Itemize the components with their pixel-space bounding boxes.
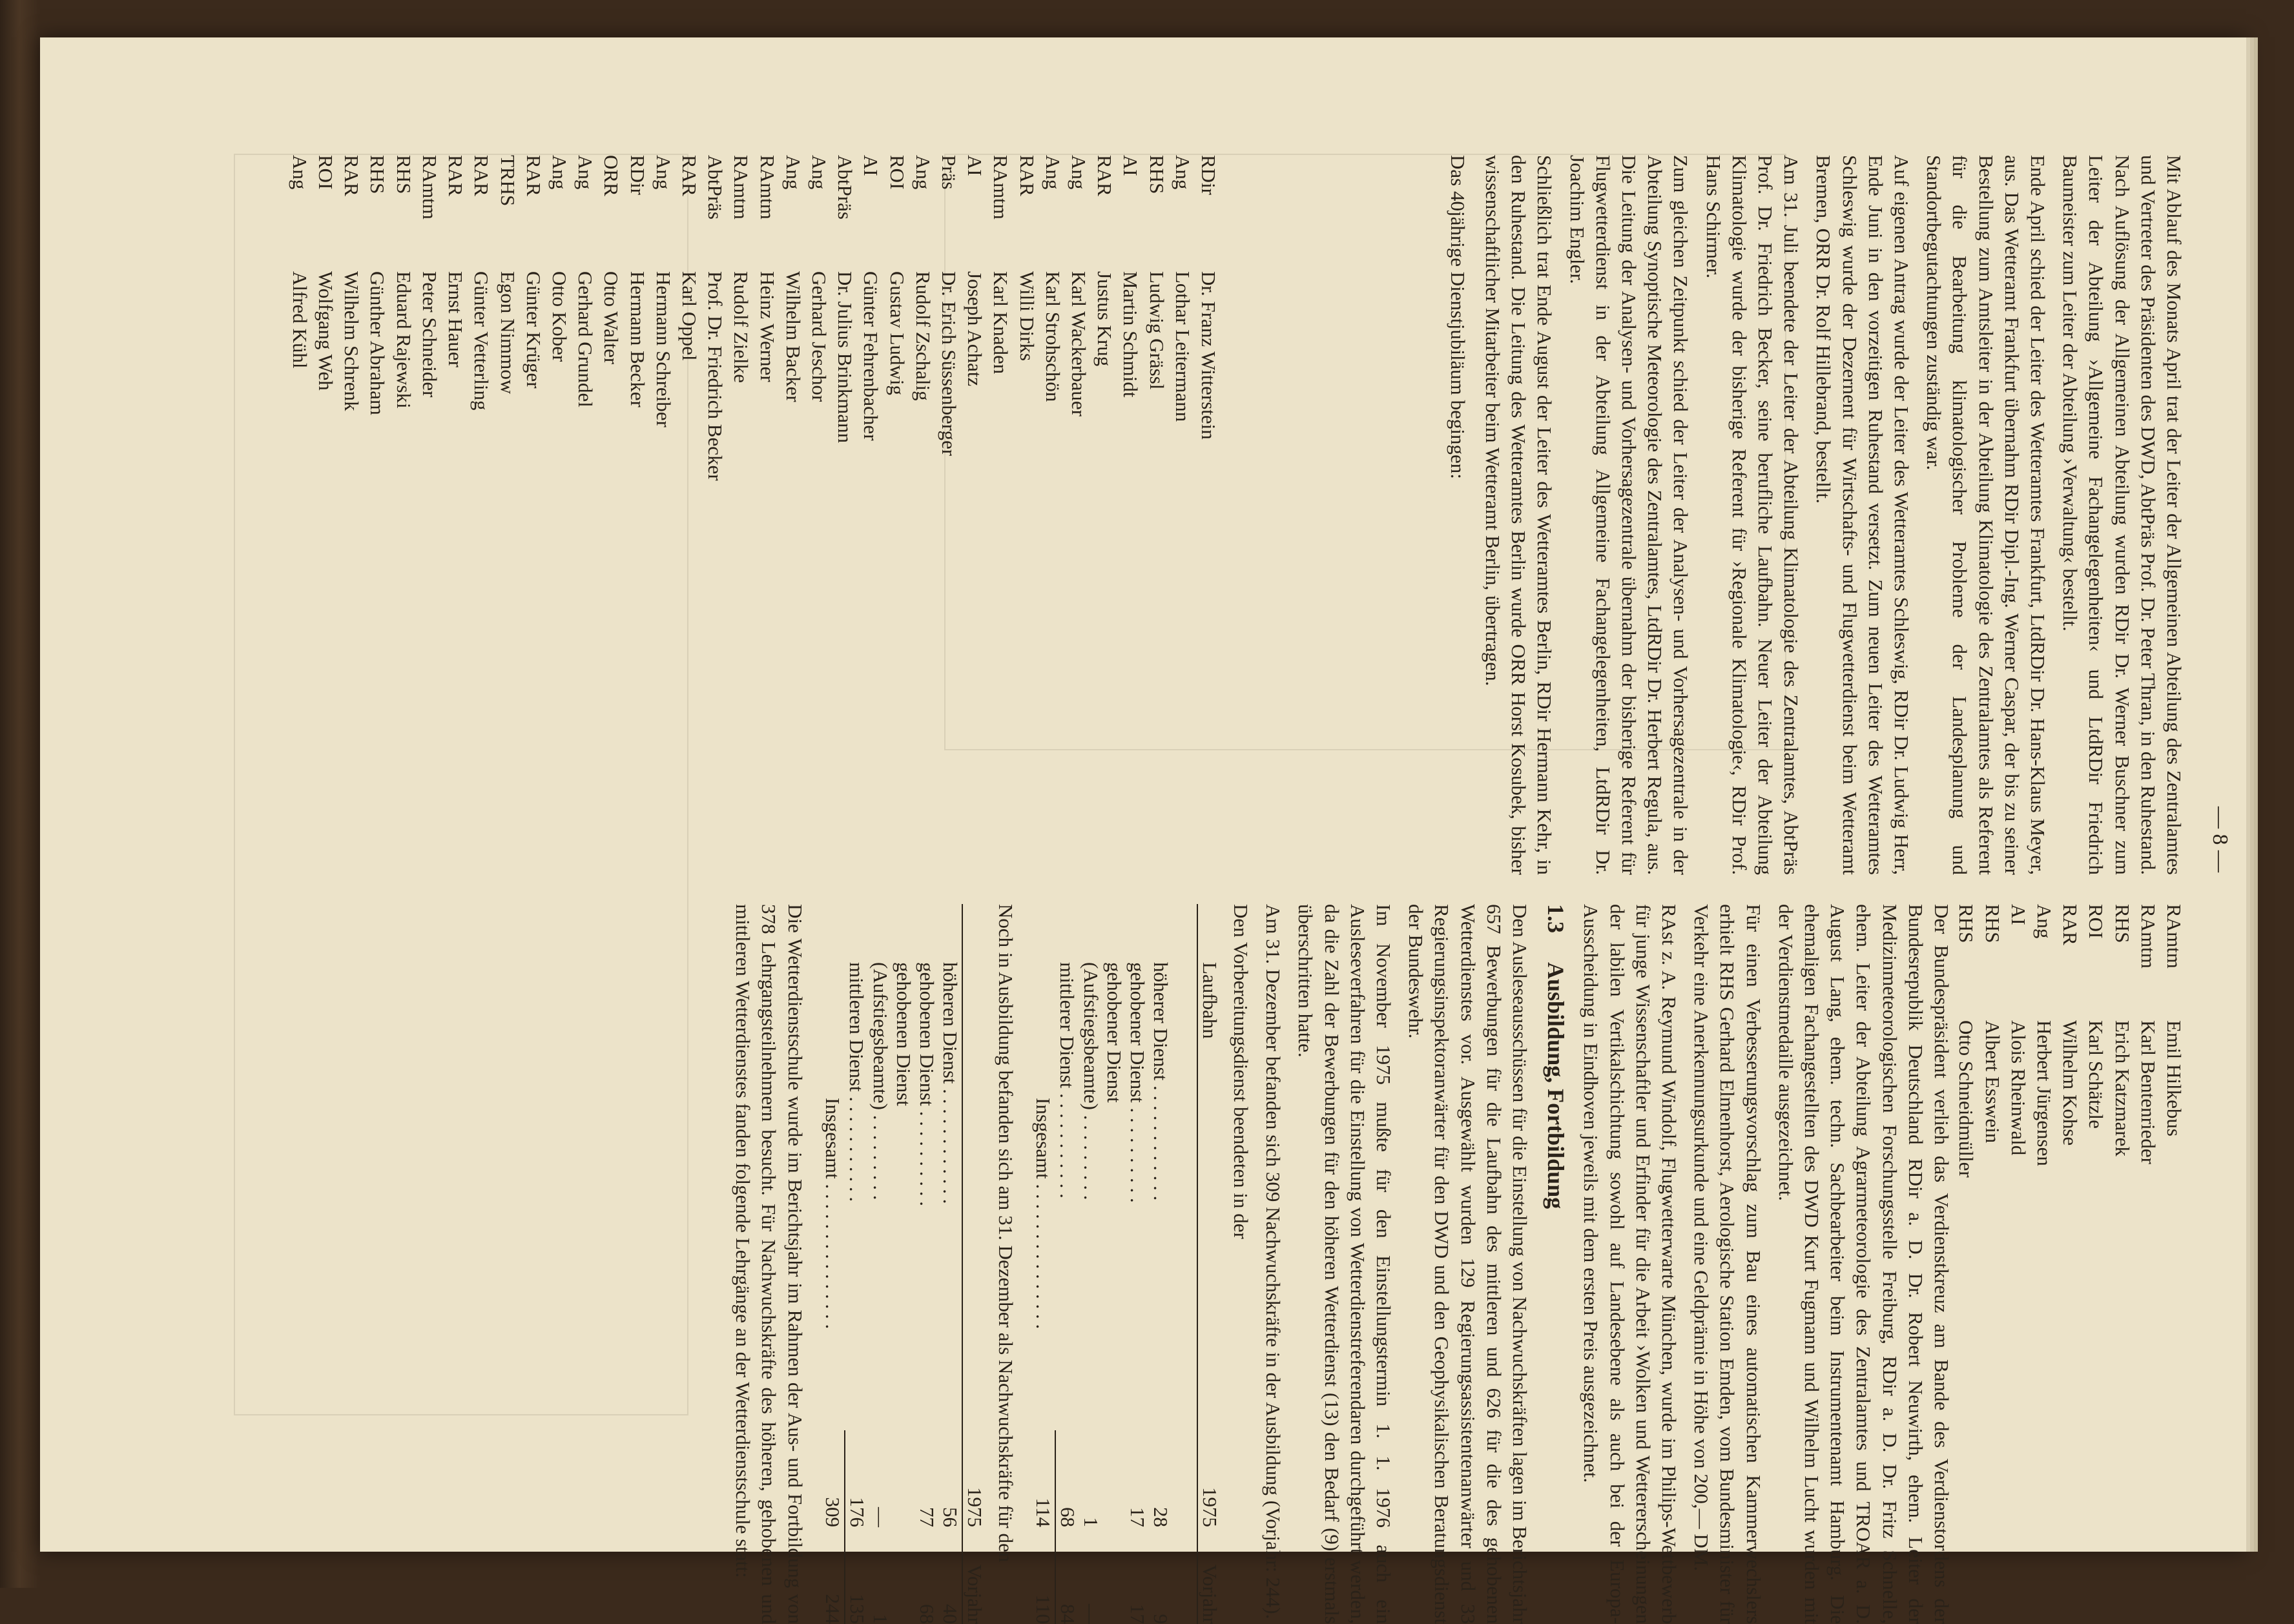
list-item: [1117, 155, 1143, 875]
table-header-row: [962, 904, 986, 1624]
person-name: Otto Walter: [600, 271, 623, 365]
list-item: [728, 155, 754, 875]
list-item: [2109, 904, 2134, 1550]
paragraph: Den Ausleseausschüssen für die Einstellung von Nachwuchskräften lagen im Berichtsjahr 657 Bewerbungen für die Laufbahn des mittleren und 626 für die des gehobenen Wetterdienstes vor. Ausgewählt wurden 129 Regierungsassistentenanwärter und 33 Regierungsinspektoranwärter für den DWD und den Geophysikalischen Beratungsdienst der Bundeswehr.: [1405, 904, 1531, 1624]
rank-label: Ang: [807, 155, 831, 190]
table-header-row: [1197, 904, 1221, 1624]
table-cell: 176: [845, 1497, 869, 1527]
paragraph: Am 31. Juli beendete der Leiter der Abteilung Klimatologie des Zentralamtes, AbtPräs Prof. Dr. Friedrich Becker, seine berufliche Laufbahn. Neuer Leiter der Abteilung Klimatologie wurde der bisherige Referent für ›Regionale Klimatologie‹, RDir Prof. Hans Schirmer.: [1702, 155, 1803, 875]
list-item: [1170, 155, 1195, 875]
table-cell: —: [869, 1507, 892, 1527]
left-column-text: [1438, 155, 2187, 875]
table-cell: 28: [1149, 1507, 1172, 1527]
list-item: [287, 155, 313, 875]
table-cell: 110: [1031, 1527, 1055, 1624]
rank-label: RAmtm: [756, 155, 779, 220]
list-item: [832, 155, 858, 875]
rank-label: RAR: [340, 155, 364, 196]
table-cell: höheren Dienst . . . . . . . . . . . .: [938, 962, 962, 1204]
table-header: [962, 904, 986, 1430]
rank-label: RAmtm: [2163, 904, 2186, 969]
table-header: Laufbahn: [1197, 904, 1221, 1430]
rank-label: Ang: [574, 155, 597, 190]
person-name: Karl Schätzle: [2085, 1020, 2108, 1129]
person-name: Gerhard Grundel: [574, 271, 597, 407]
table-row: [1055, 904, 1079, 1624]
rank-label: RAmtm: [2136, 904, 2160, 969]
list-item: [442, 155, 468, 875]
rank-label: Ang: [911, 155, 935, 190]
person-name: Gerhard Jeschor: [807, 271, 831, 402]
table-cell: (Aufstiegsbeamte) . . . . . . . . .: [1079, 962, 1102, 1200]
list-item: [1091, 155, 1117, 875]
rank-label: Ang: [652, 155, 675, 190]
person-name: Otto Schneidmüller: [1955, 1020, 1978, 1178]
person-name: Günter Krüger: [522, 271, 545, 389]
list-item: [2083, 904, 2109, 1550]
person-name: Emil Hilkebus: [2163, 1020, 2186, 1136]
list-item: [1195, 155, 1221, 875]
person-name: Karl Strohschön: [1041, 271, 1064, 402]
rank-label: RAmtm: [418, 155, 441, 220]
person-name: Wilhelm Backer: [781, 271, 805, 402]
rank-label: RAmtm: [730, 155, 753, 220]
list-item: [572, 155, 598, 875]
person-name: Wolfgang Weh: [315, 271, 338, 391]
table-cell: [1102, 1527, 1126, 1624]
list-item: [494, 155, 520, 875]
person-name: Dr. Julius Brinkmann: [834, 271, 857, 444]
list-item: [987, 155, 1013, 875]
list-item: [2161, 904, 2187, 1550]
person-name: Alois Rheinwald: [2007, 1020, 2030, 1156]
table-cell: 40: [938, 1604, 962, 1624]
rank-label: RHS: [1981, 904, 2004, 943]
list-item: [962, 155, 987, 875]
person-name: Lothar Leitermann: [1171, 271, 1194, 422]
section-number: 1.3: [1543, 904, 1569, 933]
list-item: [1040, 155, 1066, 875]
list-item: [598, 155, 624, 875]
table-cell: gehobenen Dienst: [892, 962, 915, 1106]
section-title: Ausbildung, Fortbildung: [1543, 962, 1569, 1209]
paragraph: Das 40jährige Dienstjubiläum begingen:: [1446, 155, 1469, 479]
person-name: Wilhelm Kohse: [2059, 1020, 2082, 1146]
person-name: Karl Wackerbauer: [1067, 271, 1090, 416]
rank-label: RAR: [1015, 155, 1038, 196]
table-cell: mittleren Dienst . . . . . . . . . . .: [845, 962, 868, 1202]
table-cell: 1: [1079, 1517, 1102, 1527]
list-item: [391, 155, 417, 875]
table-row: [1102, 904, 1126, 1624]
list-item: [858, 155, 884, 875]
paragraph: Zum gleichen Zeitpunkt schied der Leiter der Analysen- und Vorhersagezentrale in der Abteilung Synoptische Meteorologie des Zentralamtes, LtdRDir Dr. Herbert Regula, aus. Die Leitung der Analysen- und Vorhersagezentrale übernahm der bisherige Referent für Flugwetterdienst in der Abteilung Allgemeine Fachangelegenheiten, LtdRDir Dr. Joachim Engler.: [1566, 155, 1693, 875]
paragraph: Den Vorbereitungsdienst beendeten in der: [1229, 904, 1252, 1239]
person-name: Otto Kober: [548, 271, 571, 362]
rank-label: Ang: [1171, 155, 1194, 190]
table-cell: mittlerer Dienst . . . . . . . . . . .: [1055, 962, 1079, 1198]
person-name: Justus Krug: [1093, 271, 1117, 367]
rank-label: AI: [964, 155, 987, 176]
table-cell: [1102, 1430, 1126, 1527]
rank-label: RAR: [1093, 155, 1117, 196]
table-header: 1975: [1197, 1430, 1221, 1527]
table-cell: gehobenen Dienst . . . . . . . . . .: [915, 962, 938, 1206]
list-item: [2031, 904, 2057, 1550]
list-item: [702, 155, 728, 875]
rank-label: Ang: [1067, 155, 1090, 190]
list-item: [546, 155, 572, 875]
rank-label: RAR: [2059, 904, 2082, 945]
rank-label: Ang: [548, 155, 571, 190]
person-name: Albert Esswein: [1981, 1020, 2004, 1144]
rank-label: AI: [1119, 155, 1142, 176]
person-name: Wilhelm Schrenk: [340, 271, 364, 411]
rank-label: RAmtm: [989, 155, 1013, 220]
rank-label: ORR: [600, 155, 623, 196]
person-name: Rudolf Zschalig: [911, 271, 935, 401]
person-name: Egon Nimmow: [496, 271, 519, 395]
list-item: [884, 155, 909, 875]
list-item: [2005, 904, 2031, 1550]
person-name: Ernst Hauer: [444, 271, 468, 367]
person-name: Eduard Rajewski: [392, 271, 415, 409]
list-item: [1953, 904, 1979, 1550]
rank-label: RAR: [677, 155, 701, 196]
list-item: [1066, 155, 1091, 875]
list-item: [338, 155, 364, 875]
table-cell: [892, 1430, 915, 1527]
rank-label: RDir: [626, 155, 649, 195]
rank-label: AbtPräs: [834, 155, 857, 220]
list-item: [468, 155, 494, 875]
rank-label: RAR: [470, 155, 493, 196]
rank-label: AI: [860, 155, 883, 176]
rank-label: ROI: [315, 155, 338, 190]
person-name: Dr. Erich Süssenberger: [937, 271, 960, 457]
list-item: [2135, 904, 2161, 1550]
paragraph: Ende April schied der Leiter des Wetteramtes Frankfurt, LtdRDir Dr. Hans-Klaus Meyer, aus. Das Wetteramt Frankfurt übernahm RDir Dipl.-Ing. Werner Caspar, der bis zu seiner Bestellung zum Amtsleiter in der Abteilung Klimatologie des Zentralamtes als Referent für die Bearbeitung klimatologischer Probleme der Landesplanung und Standortbegutachtungen zuständig war.: [1923, 155, 2049, 875]
table-cell: 1: [869, 1614, 892, 1624]
person-name: Willi Dirks: [1015, 271, 1038, 362]
person-name: Peter Schneider: [418, 271, 441, 398]
paragraph: Schließlich trat Ende August der Leiter des Wetteramtes Berlin, RDir Hermann Kehr, in den Ruhestand. Die Leitung des Wetteramtes Berlin wurde ORR Horst Kosubek, bisher wissenschaftlicher Mitarbeiter beim Wetteramt Berlin, übertragen.: [1481, 155, 1556, 875]
table-cell: 56: [938, 1507, 962, 1527]
table-cell: gehobener Dienst: [1102, 962, 1126, 1103]
rank-label: RHS: [1145, 155, 1168, 194]
table-cell: 9: [1149, 1614, 1172, 1624]
rank-label: RDir: [1197, 155, 1220, 195]
rank-label: ROI: [2085, 904, 2108, 939]
person-name: Dr. Franz Witterstein: [1197, 271, 1220, 440]
table-total-row: [1031, 904, 1055, 1624]
rank-label: Ang: [1041, 155, 1064, 190]
paragraph: Für einen Verbesserungsvorschlag zum Bau eines automatischen Kammerwechslers erhielt RHS Gerhard Elmenhorst, Aerologische Station Emden, vom Bundesminister für Verkehr eine Anerkennungsurkunde und eine Geldprämie in Höhe von 200,— DM.: [1690, 904, 1765, 1624]
table-cell: —: [1079, 1604, 1102, 1624]
person-name: Günther Abraham: [366, 271, 389, 415]
table-row: [892, 904, 915, 1624]
rank-label: Ang: [2032, 904, 2056, 939]
list-item: [754, 155, 780, 875]
person-name: Erich Katzmarek: [2111, 1020, 2134, 1156]
table-cell: 17: [1126, 1604, 1149, 1624]
list-item: [364, 155, 390, 875]
person-name: Hermann Becker: [626, 271, 649, 407]
table-cell: 135: [845, 1594, 869, 1624]
rank-label: ROI: [885, 155, 909, 190]
list-item: [936, 155, 962, 875]
rank-label: AI: [2007, 904, 2030, 925]
list-item: [806, 155, 832, 875]
person-name: Karl Oppel: [677, 271, 701, 361]
table-header: 1975: [962, 1430, 986, 1527]
list-item: [650, 155, 676, 875]
table-cell: Insgesamt . . . . . . . . . . . . . . .: [821, 1098, 844, 1330]
table-cell: 84: [1056, 1604, 1079, 1624]
table-row: [1126, 904, 1149, 1624]
right-column-text: [723, 904, 1954, 1624]
table-row: [845, 904, 869, 1624]
list-item: [624, 155, 650, 875]
table-total-row: [821, 904, 845, 1624]
paragraph: Auf eigenen Antrag wurde der Leiter des Wetteramtes Schleswig, RDir Dr. Ludwig Herr, Ende Juni in den vorzeitigen Ruhestand versetzt. Zum neuen Leiter des Wetteramtes Schleswig wurde der Dezernent für Wirtschafts- und Flugwetterdienst beim Wetteramt Bremen, ORR Dr. Rolf Hillebrand, bestellt.: [1812, 155, 1913, 875]
person-name: Herbert Jürgensen: [2032, 1020, 2056, 1166]
rank-label: Ang: [288, 155, 311, 190]
table-cell: höherer Dienst . . . . . . . . . . . .: [1149, 962, 1172, 1201]
jubilee-list: [287, 155, 1221, 875]
jubilee-list-continued: [1953, 904, 2187, 1550]
table-cell: Insgesamt . . . . . . . . . . . . . . .: [1031, 1098, 1055, 1330]
table-row: [915, 904, 938, 1624]
person-name: Günter Fehrenbacher: [860, 271, 883, 441]
rank-label: RAR: [522, 155, 545, 196]
person-name: Gustav Ludwig: [885, 271, 909, 396]
paragraph: RAst z. A. Reymund Windolf, Flugwetterwarte München, wurde im Philips-Wettbewerb für junge Wissenschaftler und Erfinder für die Arbeit ›Wolken und Wettererscheinungen der labilen Vertikalschichtung sowohl auf Landesebene als auch bei der Europa-Ausscheidung in Eindhoven jeweils mit dem ersten Preis ausgezeichnet.: [1580, 904, 1680, 1624]
paragraph: Mit Ablauf des Monats April trat der Leiter der Allgemeinen Abteilung des Zentralamtes und Vertreter des Präsidenten des DWD, AbtPräs Prof. Dr. Peter Thran, in den Ruhestand. Nach Auflösung der Allgemeinen Abteilung wurden RDir Dr. Werner Buschner zum Leiter der Abteilung ›Allgemeine Fachangelegenheiten‹ und LtdRDir Friedrich Baumeister zum Leiter der Abteilung ›Verwaltung‹ bestellt.: [2059, 155, 2186, 875]
list-item: [910, 155, 936, 875]
person-name: Heinz Werner: [756, 271, 779, 382]
table-cell: 68: [915, 1604, 938, 1624]
list-item: [1013, 155, 1039, 875]
list-item: [1979, 904, 2005, 1550]
rank-label: RHS: [2111, 904, 2134, 943]
person-name: Hermann Schreiber: [652, 271, 675, 427]
person-name: Karl Knaden: [989, 271, 1013, 375]
person-name: Martin Schmidt: [1119, 271, 1142, 398]
paragraph: Die Wetterdienstschule wurde im Berichtsjahr im Rahmen der Aus- und Fortbildung von 378 Lehrgangsteilnehmern besucht. Für Nachwuchskräfte des höheren, gehobenen und mittleren Wetterdienstes fanden folgende Lehrgänge an der Wetterdienstschule statt:: [732, 904, 807, 1624]
table-row: [1149, 904, 1172, 1624]
rank-label: TRHS: [496, 155, 519, 207]
person-name: Ludwig Grässl: [1145, 271, 1168, 390]
table-row: [938, 904, 962, 1624]
rank-label: Präs: [937, 155, 960, 190]
rank-label: RHS: [392, 155, 415, 194]
list-item: [676, 155, 702, 875]
paragraph: Im November 1975 mußte für den Einstellungstermin 1. 1. 1976 auch ein Ausleseverfahren für die Einstellung von Wetterdienstreferendaren durchgeführt werden, da die Zahl der Bewerbungen für den höheren Wetterdienst (13) den Bedarf (9) erstmals überschritten hatte.: [1294, 904, 1395, 1624]
table-in-training: [821, 904, 986, 1624]
person-name: Prof. Dr. Friedrich Becker: [704, 271, 727, 481]
rotated-page-content: [211, 129, 2232, 1624]
person-name: Alfred Kühl: [288, 271, 311, 369]
table-cell: 114: [1031, 1430, 1055, 1527]
table-cell: 77: [915, 1507, 938, 1527]
person-name: Joseph Achatz: [964, 271, 987, 387]
rank-label: RHS: [366, 155, 389, 194]
table-header: Vorjahr: [962, 1527, 986, 1624]
list-item: [417, 155, 442, 875]
paragraph: Der Bundespräsident verlieh das Verdienstkreuz am Bande des Verdienstordens der Bundesrepublik Deutschland RDir a. D. Dr. Robert Neuwirth, ehem. Leiter der Medizinmeteorologischen Forschungsstelle Freiburg, RDir a. D. Dr. Fritz Schnelle, ehem. Leiter der Abteilung Agrarmeteorologie des Zentralamtes und TROAR a. D. August Lang, ehem. techn. Sachbearbeiter beim Instrumentenamt Hamburg. Die ehemaligen Fachangestellten des DWD Kurt Fugmann und Wilhelm Lucht wurden mit der Verdienstmedaille ausgezeichnet.: [1774, 904, 1953, 1624]
table-completed-training: [1031, 904, 1221, 1624]
table-row: [1079, 904, 1102, 1624]
rank-label: Ang: [781, 155, 805, 190]
paragraph: Noch in Ausbildung befanden sich am 31. Dezember als Nachwuchskräfte für den: [994, 904, 1017, 1563]
table-cell: gehobener Dienst . . . . . . . . . .: [1126, 962, 1149, 1203]
rank-label: RAR: [444, 155, 468, 196]
rank-label: AbtPräs: [704, 155, 727, 220]
list-item: [1143, 155, 1169, 875]
list-item: [521, 155, 546, 875]
page-number: — 8 —: [2208, 807, 2232, 872]
person-name: Karl Bentenrieder: [2136, 1020, 2160, 1164]
table-cell: (Aufstiegsbeamte) . . . . . . . . .: [869, 962, 892, 1200]
table-cell: 17: [1126, 1507, 1149, 1527]
person-name: Rudolf Zielke: [730, 271, 753, 384]
table-cell: 244: [821, 1527, 845, 1624]
list-item: [2057, 904, 2083, 1550]
table-cell: [892, 1527, 915, 1624]
paragraph: Am 31. Dezember befanden sich 309 Nachwuchskräfte in der Ausbildung (Vorjahr: 244).: [1262, 904, 1285, 1619]
table-header: Vorjahr: [1197, 1527, 1221, 1624]
section-heading: [1543, 904, 1569, 1624]
table-row: [869, 904, 892, 1624]
table-cell: 68: [1056, 1507, 1079, 1527]
person-name: Günter Vetterling: [470, 271, 493, 411]
list-item: [313, 155, 338, 875]
table-cell: 309: [821, 1430, 845, 1527]
list-item: [780, 155, 806, 875]
rank-label: RHS: [1955, 904, 1978, 943]
